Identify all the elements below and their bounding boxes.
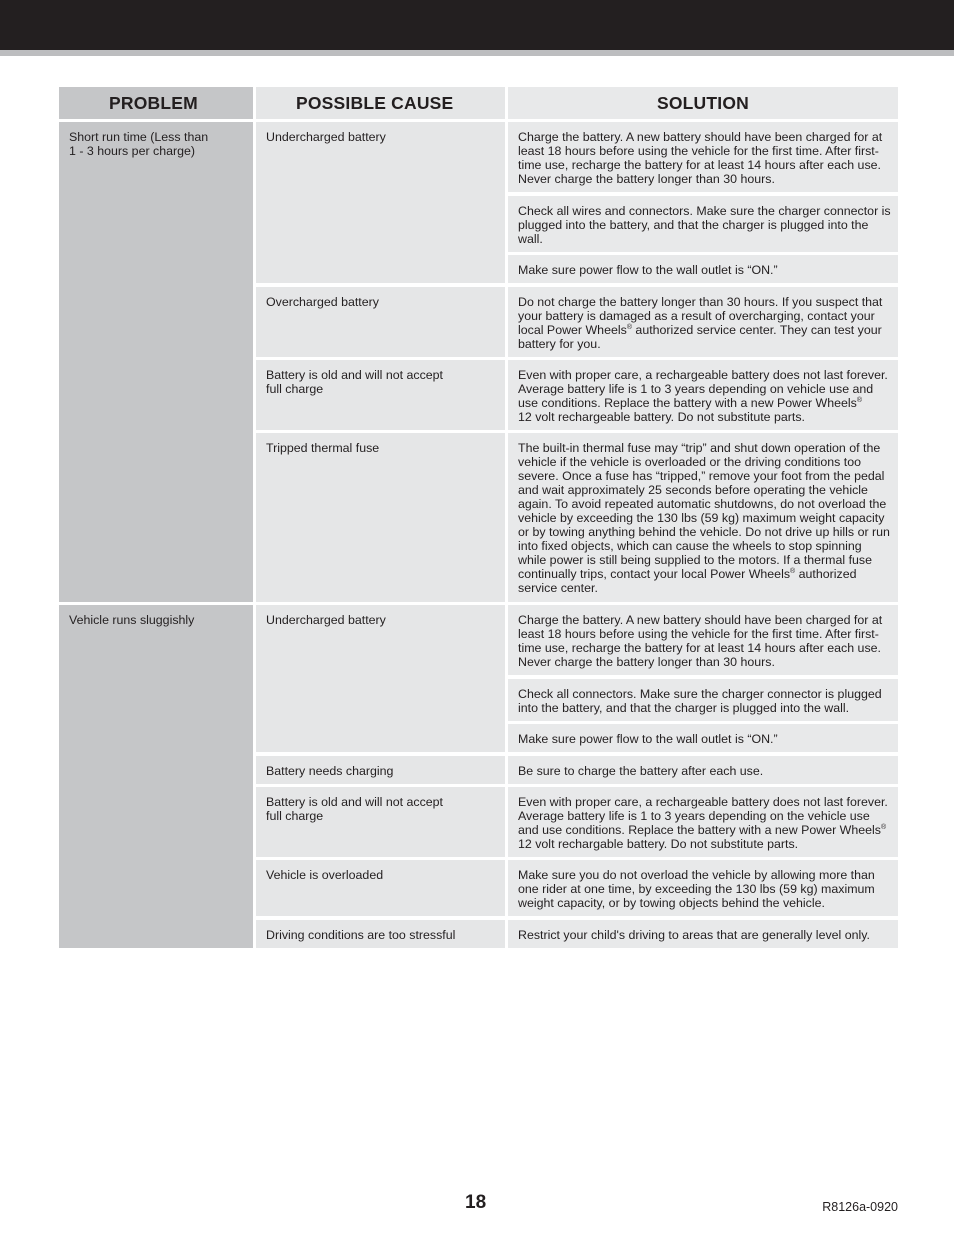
document-code: R8126a-0920 — [822, 1200, 898, 1214]
problem-cell — [59, 605, 253, 948]
cause-header: POSSIBLE CAUSE — [256, 87, 505, 119]
cause-cell — [256, 360, 505, 430]
problem-text: Vehicle runs sluggishly — [69, 613, 195, 627]
solution-cell — [508, 122, 898, 192]
solution-cell — [508, 679, 898, 721]
solution-text: The built-in thermal fuse may “trip” and shut down operation of the vehicle if the vehicle is overloaded or the driving conditions too severe. Once a fuse has “tripped,” remove your foot from the pedal and wait approximately 25 seconds before operating the vehicle again. To avoid repeated automatic shutdowns, do not overload the vehicle by exceeding the 130 lbs (59 kg) maximum weight capacity or by towing anything behind the vehicle. Do not drive up hills or run into fixed objects, which can cause the wheels to stop spinning while power is still being supplied to the motors. If a thermal fuse continually trips, contact your local Power Wheels® authorized service center. — [518, 441, 890, 595]
solution-text: Even with proper care, a rechargeable battery does not last forever. Average battery life is 1 to 3 years depending on the vehicle use and use conditions. Replace the battery with a new Power Wheels® 12 volt rechargable battery. Do not substitute parts. — [518, 795, 888, 851]
top-header-bar — [0, 0, 954, 50]
solution-text: Make sure power flow to the wall outlet is “ON.” — [518, 732, 778, 746]
solution-cell — [508, 360, 898, 430]
cause-cell — [256, 433, 505, 602]
cause-cell — [256, 122, 505, 283]
solution-text: Restrict your child's driving to areas that are generally level only. — [518, 928, 870, 942]
solution-cell — [508, 255, 898, 283]
solution-text: Do not charge the battery longer than 30 hours. If you suspect that your battery is damaged as a result of overcharging, contact your local Power Wheels® authorized service center. They can test your battery for you. — [518, 295, 883, 351]
solution-text: Check all wires and connectors. Make sure the charger connector is plugged into the battery, and that the charger is plugged into the wall. — [518, 204, 891, 246]
problem-cell — [59, 122, 253, 602]
solution-cell — [508, 860, 898, 916]
problem-text: Short run time (Less than 1 - 3 hours per charge) — [69, 130, 209, 158]
solution-text: Even with proper care, a rechargeable battery does not last forever. Average battery life is 1 to 3 years depending on vehicle use and use conditions. Replace the battery with a new Power Wheels® 12 volt rechargeable battery. Do not substitute parts. — [518, 368, 888, 424]
cause-text: Undercharged battery — [266, 613, 386, 627]
cause-text: Undercharged battery — [266, 130, 386, 144]
page-number: 18 — [465, 1192, 487, 1213]
cause-text: Overcharged battery — [266, 295, 379, 309]
solution-text: Make sure you do not overload the vehicle by allowing more than one rider at one time, by exceeding the 130 lbs (59 kg) maximum weight capacity, or by towing objects behind the vehicle. — [518, 868, 875, 910]
solution-cell — [508, 605, 898, 675]
solution-text: Charge the battery. A new battery should have been charged for at least 18 hours before using the vehicle for the first time. After first-time use, recharge the battery for at least 14 hours after each use. Never charge the battery longer than 30 hours. — [518, 130, 883, 186]
solution-cell — [508, 724, 898, 752]
solution-cell — [508, 433, 898, 602]
cause-text: Battery needs charging — [266, 764, 394, 778]
solution-cell — [508, 756, 898, 784]
solution-text: Be sure to charge the battery after each use. — [518, 764, 764, 778]
cause-text: Vehicle is overloaded — [266, 868, 384, 882]
cause-text: Battery is old and will not accept full charge — [266, 795, 444, 823]
solution-header: SOLUTION — [508, 87, 898, 119]
solution-cell — [508, 787, 898, 857]
cause-cell — [256, 287, 505, 357]
cause-text: Tripped thermal fuse — [266, 441, 380, 455]
cause-cell — [256, 605, 505, 752]
cause-cell — [256, 860, 505, 916]
solution-text: Charge the battery. A new battery should have been charged for at least 18 hours before using the vehicle for the first time. After first-time use, recharge the battery for at least 14 hours after each use. Never charge the battery longer than 30 hours. — [518, 613, 883, 669]
cause-cell — [256, 787, 505, 857]
cause-cell — [256, 756, 505, 784]
solution-cell — [508, 196, 898, 252]
cause-text: Battery is old and will not accept full charge — [266, 368, 444, 396]
cause-text: Driving conditions are too stressful — [266, 928, 456, 942]
solution-cell — [508, 287, 898, 357]
solution-cell — [508, 920, 898, 948]
cause-cell — [256, 920, 505, 948]
problem-header: PROBLEM — [59, 87, 253, 119]
top-header-strip — [0, 50, 954, 56]
solution-text: Make sure power flow to the wall outlet is “ON.” — [518, 263, 778, 277]
solution-text: Check all connectors. Make sure the charger connector is plugged into the battery, and that the charger is plugged into the wall. — [518, 687, 882, 715]
